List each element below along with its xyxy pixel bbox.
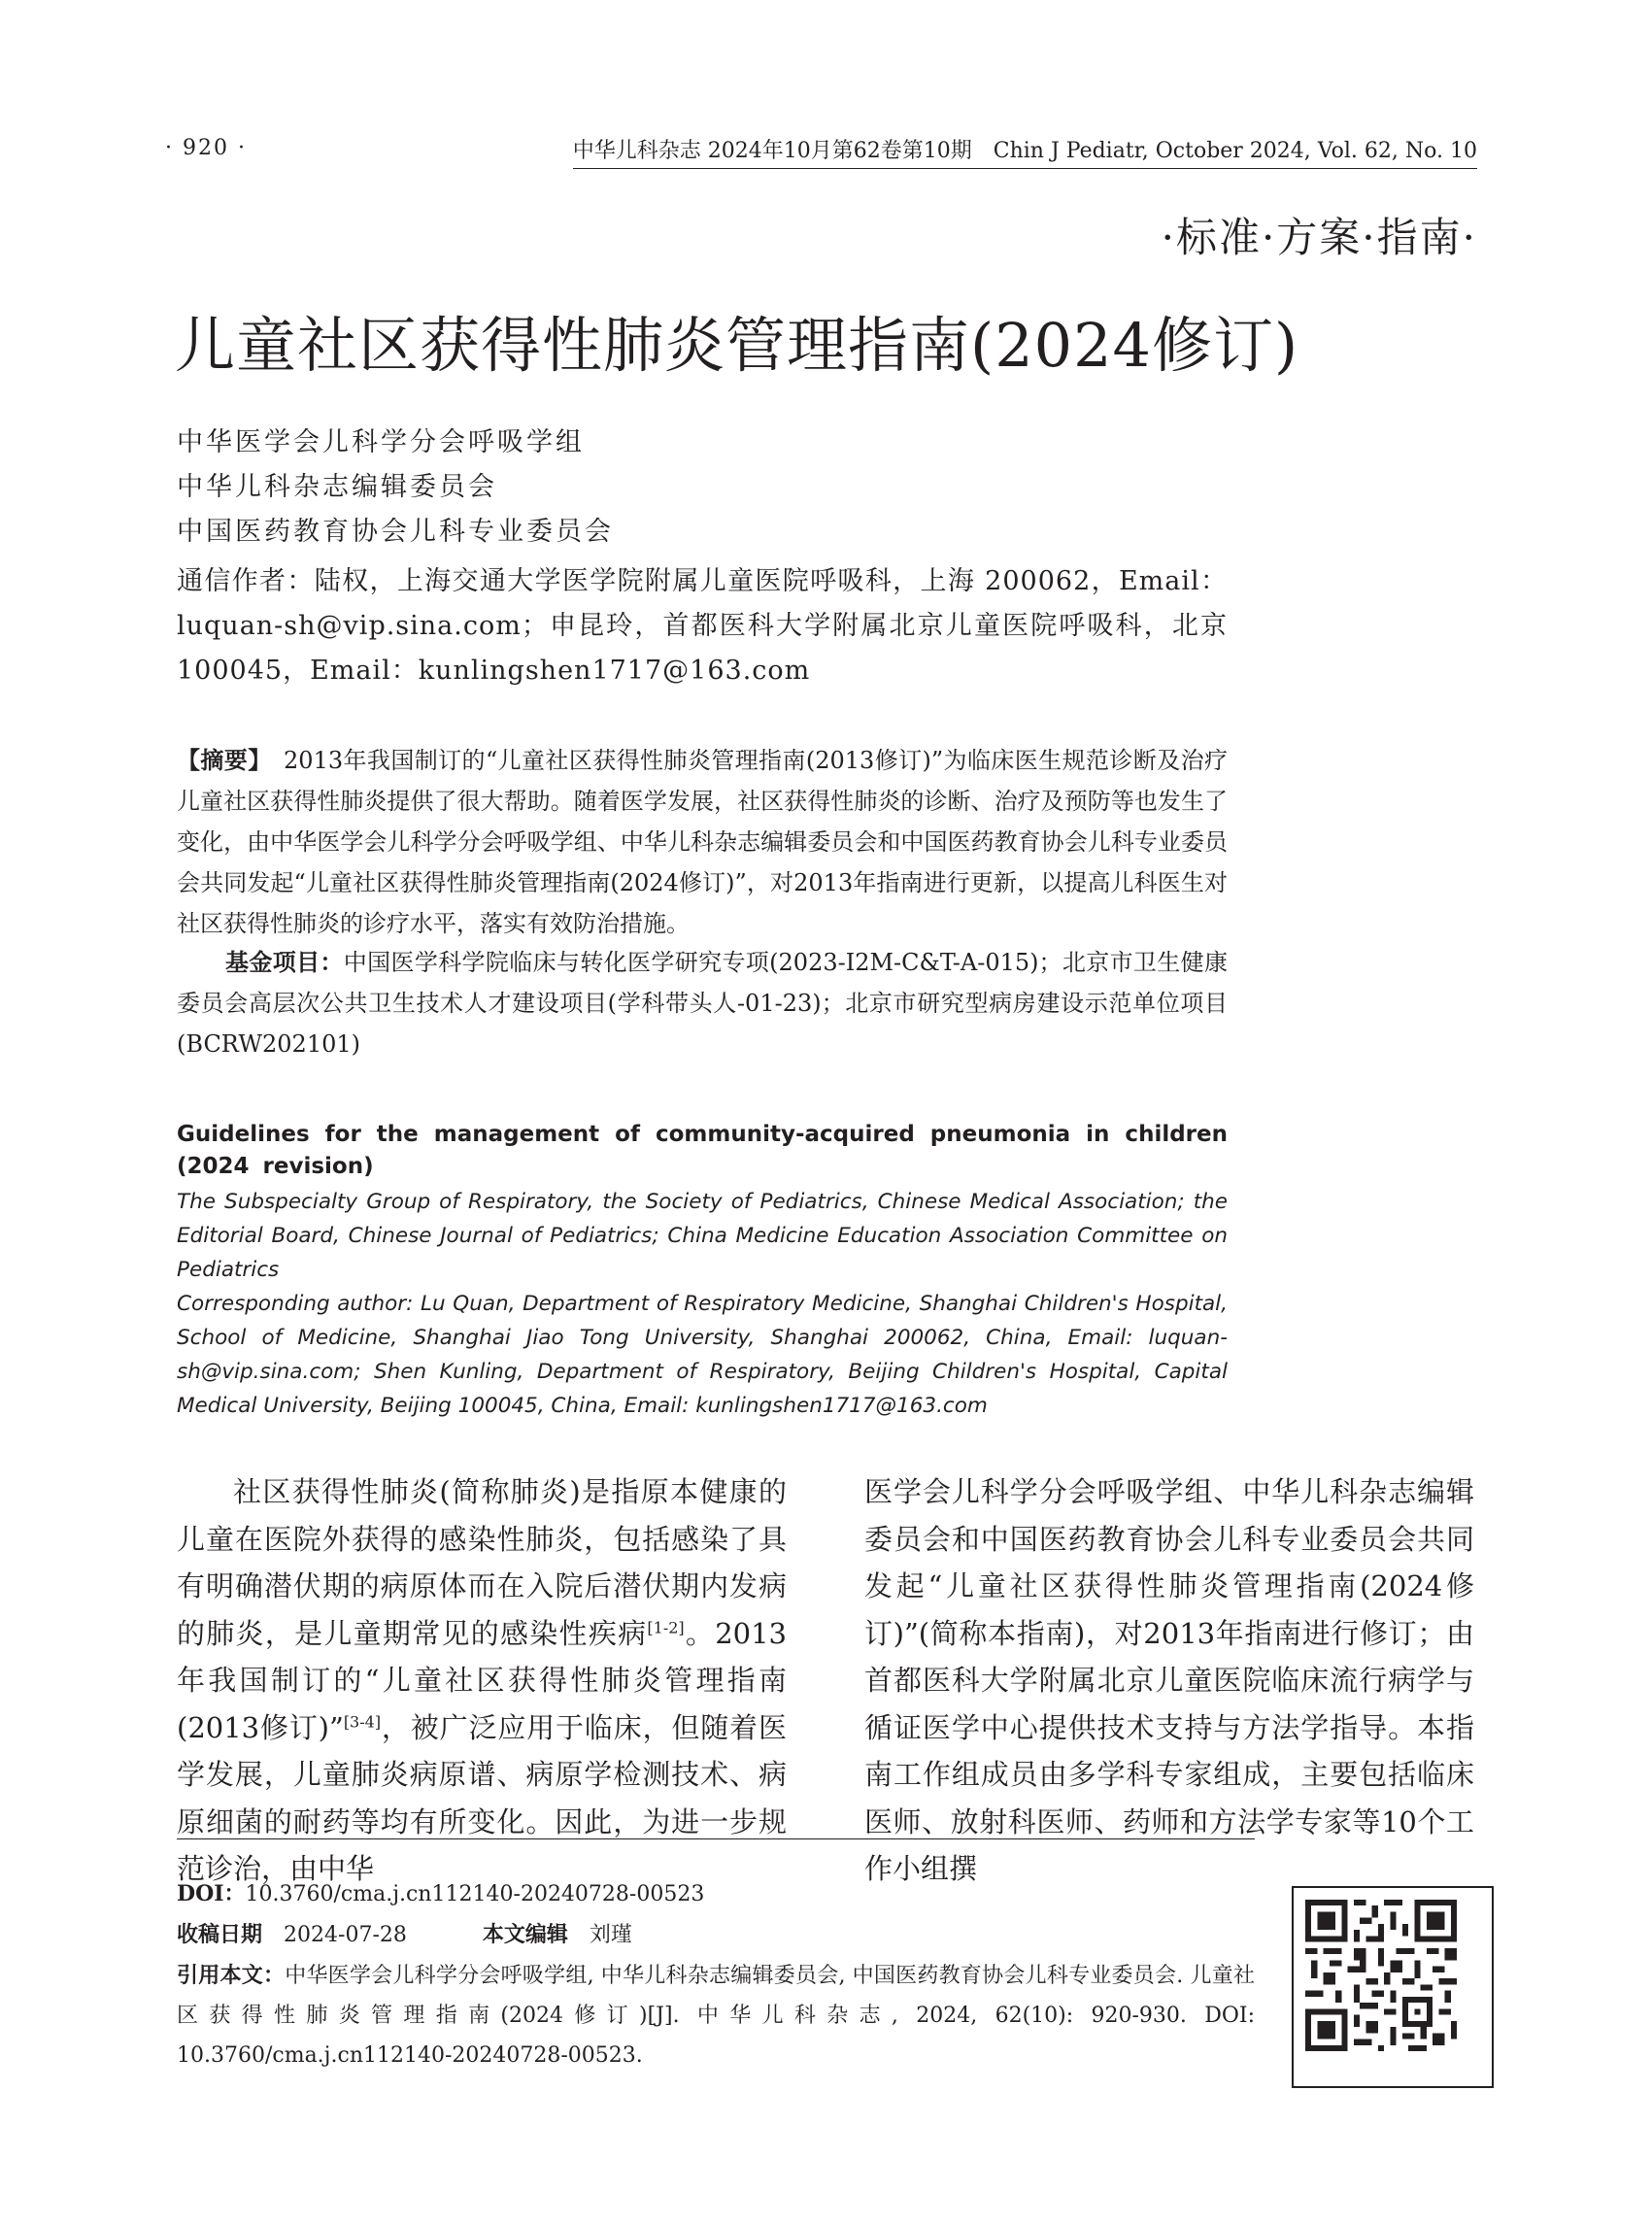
article-title: 儿童社区获得性肺炎管理指南(2024修订) — [175, 310, 1299, 381]
reference-citation[interactable]: [1-2] — [647, 1617, 685, 1636]
doi-label: DOI： — [177, 1881, 246, 1906]
affiliation-3: 中国医药教育协会儿科专业委员会 — [177, 517, 614, 547]
journal-running-head: 中华儿科杂志 2024年10月第62卷第10期 Chin J Pediatr, October 2024, Vol. 62, No. 10 — [573, 134, 1477, 169]
received-date: 2024-07-28 — [284, 1923, 407, 1947]
abstract-text: 2013年我国制订的“儿童社区获得性肺炎管理指南(2013修订)”为临床医生规范诊断及治疗儿童社区获得性肺炎提供了很大帮助。随着医学发展，社区获得性肺炎的诊断、治疗及预防等也发生了变化，由中华医学会儿科学分会呼吸学组、中华儿科杂志编辑委员会和中国医药教育协会儿科专业委员会共同发起“儿童社区获得性肺炎管理指南(2024修订)”，对2013年指南进行更新，以提高儿科医生对社区获得性肺炎的诊疗水平，落实有效防治措施。 — [177, 747, 1229, 937]
doi-line — [177, 1874, 704, 1914]
affiliation-2: 中华儿科杂志编辑委员会 — [177, 472, 497, 502]
abstract — [177, 740, 1228, 944]
funding-label: 基金项目： — [225, 948, 344, 976]
body-column-right: 医学会儿科学分会呼吸学组、中华儿科杂志编辑委员会和中国医药教育协会儿科专业委员会共同发起“儿童社区获得性肺炎管理指南(2024修订)”(简称本指南)，对2013年指南进行修订；由首都医科大学附属北京儿童医院临床流行病学与循证医学中心提供技术支持与方法学指导。本指南工作组成员由多学科专家组成，主要包括临床医师、放射科医师、药师和方法学专家等10个工作小组撰 — [864, 1475, 1474, 1885]
body-column-left — [177, 1468, 787, 1893]
reference-citation[interactable]: [3-4] — [343, 1711, 382, 1731]
english-corresponding: Corresponding author: Lu Quan, Department of Respiratory Medicine, Shanghai Children's Hospital, School of Medicine, Shanghai Jiao Tong University, Shanghai 200062, China, Email: luquan-sh@vip.sina.com; Shen Kunling, Department of Respiratory, Beijing Children's Hospital, Capital Medical University, Beijing 100045, China, Email: kunlingshen1717@163.com — [177, 1292, 1228, 1418]
qr-code-icon — [1305, 1900, 1457, 2051]
citation-label: 引用本文： — [177, 1963, 286, 1988]
body-text: 社区获得性肺炎(简称肺炎)是指原本健康的儿童在医院外获得的感染性肺炎，包括感染了具有明确潜伏期的病原体而在入院后潜伏期内发病的肺炎，是儿童期常见的感染性疾病 — [177, 1475, 787, 1650]
footnote-divider — [177, 1838, 1255, 1839]
qr-code[interactable] — [1292, 1886, 1494, 2088]
corresponding-authors: 通信作者：陆权，上海交通大学医学院附属儿童医院呼吸科，上海 200062，Email：luquan-sh@vip.sina.com；申昆玲，首都医科大学附属北京儿童医院呼吸科，北京 100045，Email：kunlingshen1717@163.com — [177, 566, 1228, 686]
page-number: · 920 · — [165, 136, 247, 160]
received-line — [177, 1915, 632, 1955]
body-text: 。2013年我国制订的“儿童社区获得性肺炎管理指南(2013修订)” — [177, 1616, 787, 1744]
received-label: 收稿日期 — [177, 1922, 263, 1947]
english-title: Guidelines for the management of community-acquired pneumonia in children (2024 revision) — [177, 1122, 1228, 1179]
body-text: ，被广泛应用于临床，但随着医学发展，儿童肺炎病原谱、病原学检测技术、病原细菌的耐药等均有所变化。因此，为进一步规范诊治，由中华 — [177, 1710, 787, 1885]
abstract-label: 【摘要】 — [177, 746, 260, 774]
affiliation-1: 中华医学会儿科学分会呼吸学组 — [177, 427, 585, 457]
editor-label: 本文编辑 — [482, 1922, 568, 1947]
funding — [177, 942, 1228, 1064]
editor-name: 刘瑾 — [589, 1923, 632, 1947]
citation-text: 中华医学会儿科学分会呼吸学组, 中华儿科杂志编辑委员会, 中国医药教育协会儿科专业委员会. 儿童社区获得性肺炎管理指南(2024修订)[J]. 中华儿科杂志, 2024, 62(10): 920-930. DOI: 10.3760/cma.j.cn112140-20240728-00523. — [177, 1964, 1255, 2068]
doi-link[interactable]: 10.3760/cma.j.cn112140-20240728-00523 — [245, 1882, 705, 1906]
funding-text: 中国医学科学院临床与转化医学研究专项(2023-I2M-C&T-A-015)；北京市卫生健康委员会高层次公共卫生技术人才建设项目(学科带头人-01-23)；北京市研究型病房建设示范单位项目(BCRW202101) — [177, 949, 1228, 1058]
english-authors: The Subspecialty Group of Respiratory, the Society of Pediatrics, Chinese Medical Association; the Editorial Board, Chinese Journal of Pediatrics; China Medicine Education Association Committee on Pediatrics — [177, 1190, 1228, 1282]
section-label: ·标准·方案·指南· — [1161, 214, 1477, 261]
citation — [177, 1956, 1255, 2075]
